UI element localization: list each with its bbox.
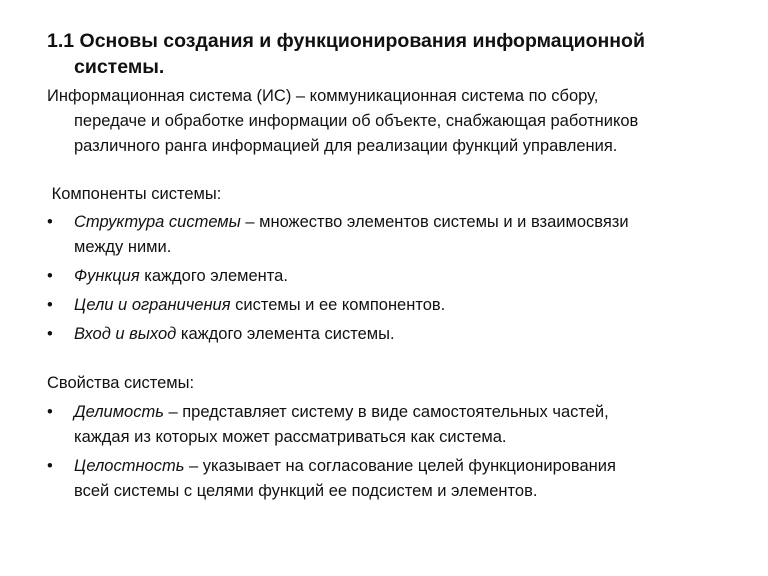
- bullet-icon: •: [47, 457, 53, 475]
- item-text-cont: каждая из которых может рассматриваться как система.: [74, 428, 507, 446]
- components-list: [47, 210, 747, 351]
- list-item: [47, 322, 747, 347]
- item-text: – представляет систему в виде самостоятельных частей,: [163, 403, 609, 421]
- properties-heading: Свойства системы:: [47, 374, 195, 392]
- item-term: Вход и выход: [74, 325, 177, 343]
- item-text: каждого элемента системы.: [176, 325, 395, 343]
- bullet-icon: •: [47, 296, 53, 314]
- item-text: – указывает на согласование целей функционирования: [184, 457, 616, 475]
- definition-line-3: различного ранга информацией для реализации функций управления.: [74, 137, 618, 155]
- bullet-icon: •: [47, 267, 53, 285]
- list-item: [47, 454, 747, 504]
- item-term: Структура системы: [74, 213, 241, 231]
- item-text: системы и ее компонентов.: [230, 296, 446, 314]
- list-item: [47, 210, 747, 260]
- properties-list: [47, 400, 747, 508]
- list-item: [47, 400, 747, 450]
- item-text: – множество элементов системы и и взаимосвязи: [240, 213, 629, 231]
- components-heading: Компоненты системы:: [47, 185, 222, 203]
- bullet-icon: •: [47, 403, 53, 421]
- item-text-cont: между ними.: [74, 238, 172, 256]
- definition-paragraph: [47, 84, 747, 159]
- definition-line-2: передаче и обработке информации об объекте, снабжающая работников: [74, 112, 639, 130]
- item-term: Функция: [74, 267, 140, 285]
- bullet-icon: •: [47, 325, 53, 343]
- item-term: Цели и ограничения: [74, 296, 231, 314]
- title-line-2: системы.: [74, 56, 165, 78]
- item-text-cont: всей системы с целями функций ее подсистем и элементов.: [74, 482, 538, 500]
- title-line-1: 1.1 Основы создания и функционирования информационной: [47, 30, 645, 52]
- list-item: [47, 293, 747, 318]
- item-term: Делимость: [74, 403, 164, 421]
- item-term: Целостность: [74, 457, 185, 475]
- definition-line-1: Информационная система (ИС) – коммуникационная система по сбору,: [47, 87, 599, 105]
- item-text: каждого элемента.: [139, 267, 288, 285]
- list-item: [47, 264, 747, 289]
- page-title: [47, 28, 737, 80]
- bullet-icon: •: [47, 213, 53, 231]
